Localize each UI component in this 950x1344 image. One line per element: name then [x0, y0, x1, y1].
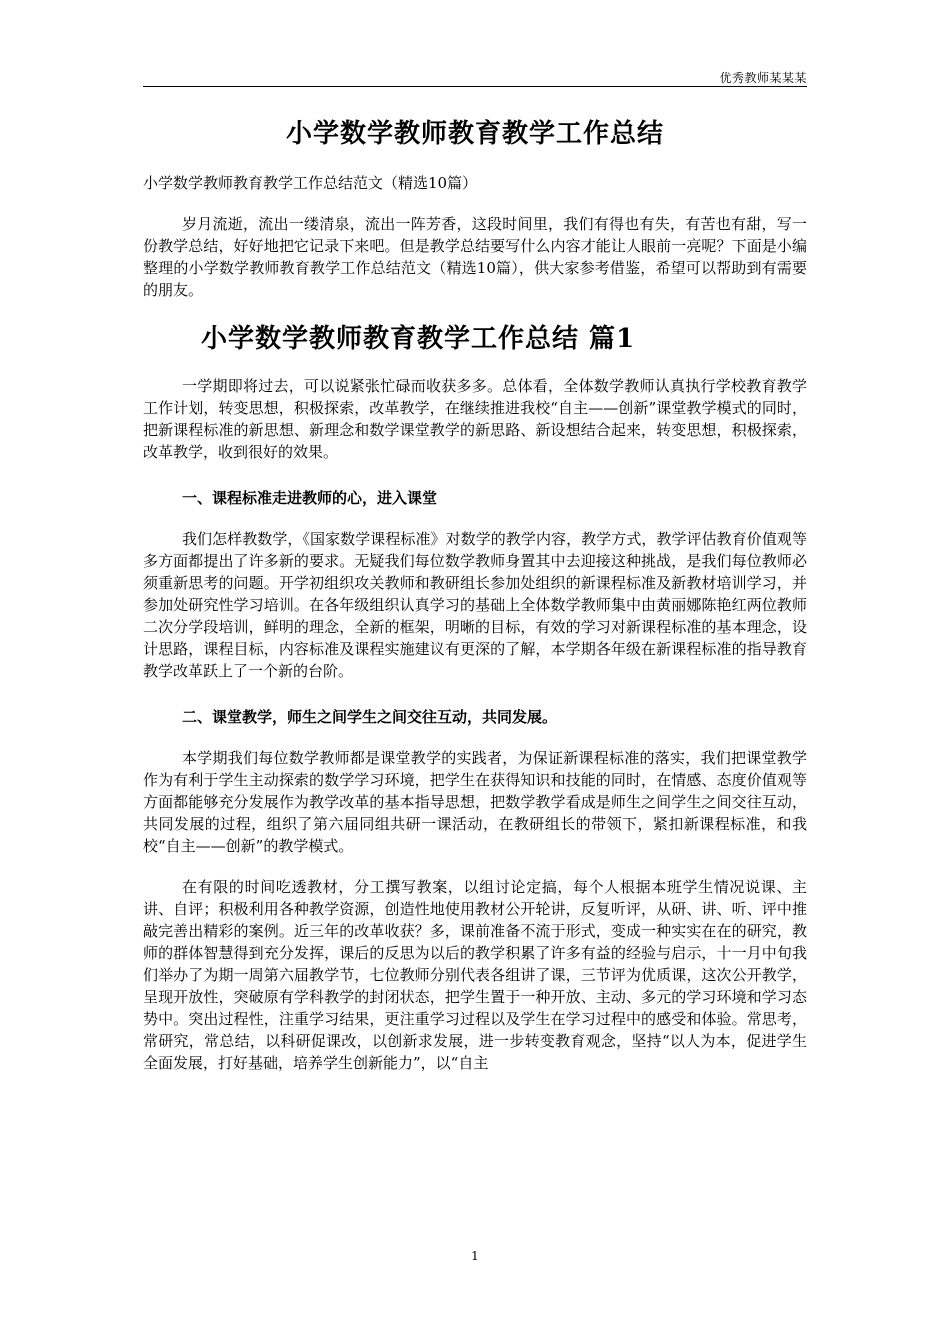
intro-paragraph: 岁月流逝，流出一缕清泉，流出一阵芳香，这段时间里，我们有得也有失，有苦也有甜，写一份教学总结，好好地把它记录下来吧。但是教学总结要写什么内容才能让人眼前一亮呢？下面是小编整理的小学数学教师教育教学工作总结范文（精选10篇），供大家参考借鉴，希望可以帮助到有需要的朋友。: [143, 215, 807, 299]
page-number: 1: [471, 1249, 479, 1263]
subheading-one: 一、课程标准走进教师的心，进入课堂: [182, 489, 438, 507]
subheading-two: 二、课堂教学，师生之间学生之间交往互动，共同发展。: [182, 708, 558, 726]
header-rule: [143, 86, 807, 87]
document-subtitle: 小学数学教师教育教学工作总结范文（精选10篇）: [143, 174, 478, 192]
document-body: [143, 112, 807, 1074]
header-author: 优秀教师某某某: [719, 71, 807, 85]
section-intro-paragraph: 一学期即将过去，可以说紧张忙碌而收获多多。总体看，全体数学教师认真执行学校教育教学工作计划，转变思想，积极探索，改革教学，在继续推进我校“自主——创新”课堂教学模式的同时，把新课程标准的新思想、新理念和数学课堂教学的新思路、新设想结合起来，转变思想，积极探索，改革教学，收到很好的效果。: [143, 377, 807, 461]
section-title: 小学数学教师教育教学工作总结 篇1: [201, 324, 636, 354]
document-title: 小学数学教师教育教学工作总结: [285, 119, 664, 149]
paragraph-one: 我们怎样教数学，《国家数学课程标准》对数学的教学内容，教学方式，教学评估教育价值观等多方面都提出了许多新的要求。无疑我们每位数学教师身置其中去迎接这种挑战，是我们每位教师必须重新思考的问题。开学初组织攻关教师和教研组长参加处组织的新课程标准及新教材培训学习，并参加处研究性学习培训。在各年级组织认真学习的基础上全体数学教师集中由黄丽娜陈艳红两位教师二次分学段培训，鲜明的理念，全新的框架，明晰的目标，有效的学习对新课程标准的基本理念，设计思路，课程目标，内容标准及课程实施建议有更深的了解，本学期各年级在新课程标准的指导教育教学改革跃上了一个新的台阶。: [143, 530, 807, 680]
paragraph-two: 本学期我们每位数学教师都是课堂教学的实践者，为保证新课程标准的落实，我们把课堂教学作为有利于学生主动探索的数学学习环境，把学生在获得知识和技能的同时，在情感、态度价值观等方面都能够充分发展作为教学改革的基本指导思想，把数学教学看成是师生之间学生之间交往互动，共同发展的过程，组织了第六届同组共研一课活动，在教研组长的带领下，紧扣新课程标准，和我校“自主——创新”的教学模式。: [143, 749, 807, 855]
paragraph-three: 在有限的时间吃透教材，分工撰写教案，以组讨论定搞，每个人根据本班学生情况说课、主讲、自评；积极利用各种教学资源，创造性地使用教材公开轮讲，反复听评，从研、讲、听、评中推敲完善出精彩的案例。近三年的改革收获？多，课前准备不流于形式，变成一种实实在在的研究，教师的群体智慧得到充分发挥，课后的反思为以后的教学积累了许多有益的经验与启示，十一月中旬我们举办了为期一周第六届教学节，七位教师分别代表各组讲了课，三节评为优质课，这次公开教学，呈现开放性，突破原有学科教学的封闭状态，把学生置于一种开放、主动、多元的学习环境和学习态势中。突出过程性，注重学习结果，更注重学习过程以及学生在学习过程中的感受和体验。常思考，常研究，常总结，以科研促课改，以创新求发展，进一步转变教育观念，坚持“以人为本，促进学生全面发展，打好基础，培养学生创新能力”，以“自主: [143, 878, 807, 1072]
